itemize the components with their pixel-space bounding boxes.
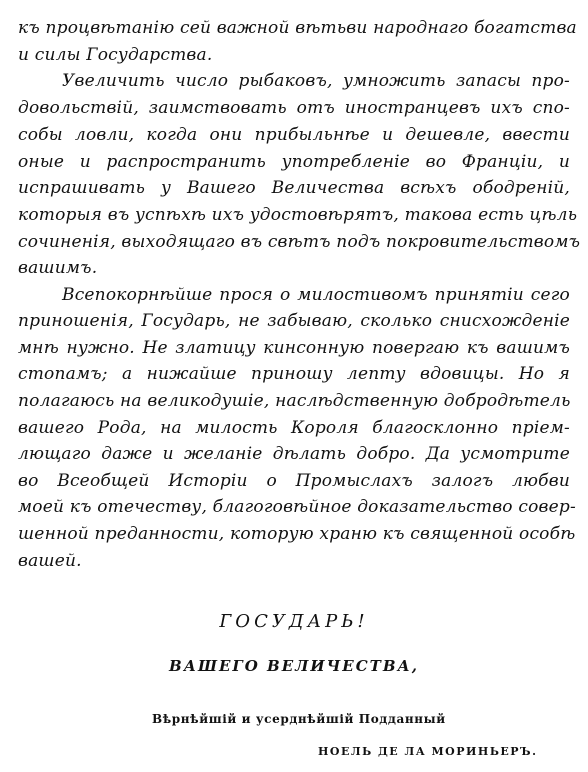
salutation-heading: ГОСУДАРЬ! [219, 611, 369, 632]
text-line: полагаюсь на великодушіе, наслѣдственную добродѣтель [18, 391, 571, 411]
text-line: испрашивать у Вашего Величества всѣхъ ободреній, [18, 178, 570, 198]
text-line: во Всеобщей Исторіи о Промыслахъ залогъ любви [18, 471, 570, 491]
text-line: къ процвѣтанію сей важной вѣтьви народнаго богатства [18, 18, 577, 38]
text-line: вашимъ. [18, 258, 98, 278]
text-line: моей къ отечеству, благоговѣйное доказательство совер- [18, 497, 576, 517]
text-line: довольствій, заимствовать отъ иностранцевъ ихъ спо- [18, 98, 570, 118]
text-line: лющаго даже и желаніе дѣлать добро. Да усмотрите [18, 444, 570, 464]
majesty-line: ВАШЕГО ВЕЛИЧЕСТВА, [169, 657, 419, 675]
text-line: вашего Рода, на милость Короля благосклонно пріем- [18, 418, 570, 438]
text-line: собы ловли, когда они прибыльнѣе и дешевле, ввести [18, 125, 570, 145]
text-line: вашей. [18, 551, 82, 571]
text-line: Увеличить число рыбаковъ, умножить запасы про- [62, 71, 570, 91]
text-line: оные и распространить употребленіе во Франціи, и [18, 152, 570, 172]
text-line: и силы Государства. [18, 45, 213, 65]
text-line: приношенія, Государь, не забываю, сколько снисхожденіе [18, 311, 570, 331]
text-line: Всепокорнѣйше прося о милостивомъ принятіи сего [62, 285, 570, 305]
signature-line: Вѣрнѣйшій и усерднѣйшій Подданный [152, 712, 446, 726]
text-line: стопамъ; а нижайше приношу лепту вдовицы. Но я [18, 364, 570, 384]
text-line: сочиненія, выходящаго въ свѣтъ подъ покровительствомъ [18, 232, 581, 252]
text-line: шенной преданности, которую храню къ священной особѣ [18, 524, 576, 544]
text-line: которыя въ успѣхѣ ихъ удостовѣрятъ, такова есть цѣль [18, 205, 578, 225]
text-line: мнѣ нужно. Не златицу кинсонную повергаю къ вашимъ [18, 338, 570, 358]
author-name: НОЕЛЬ ДЕ ЛА МОРИНЬЕРЪ. [318, 745, 538, 758]
